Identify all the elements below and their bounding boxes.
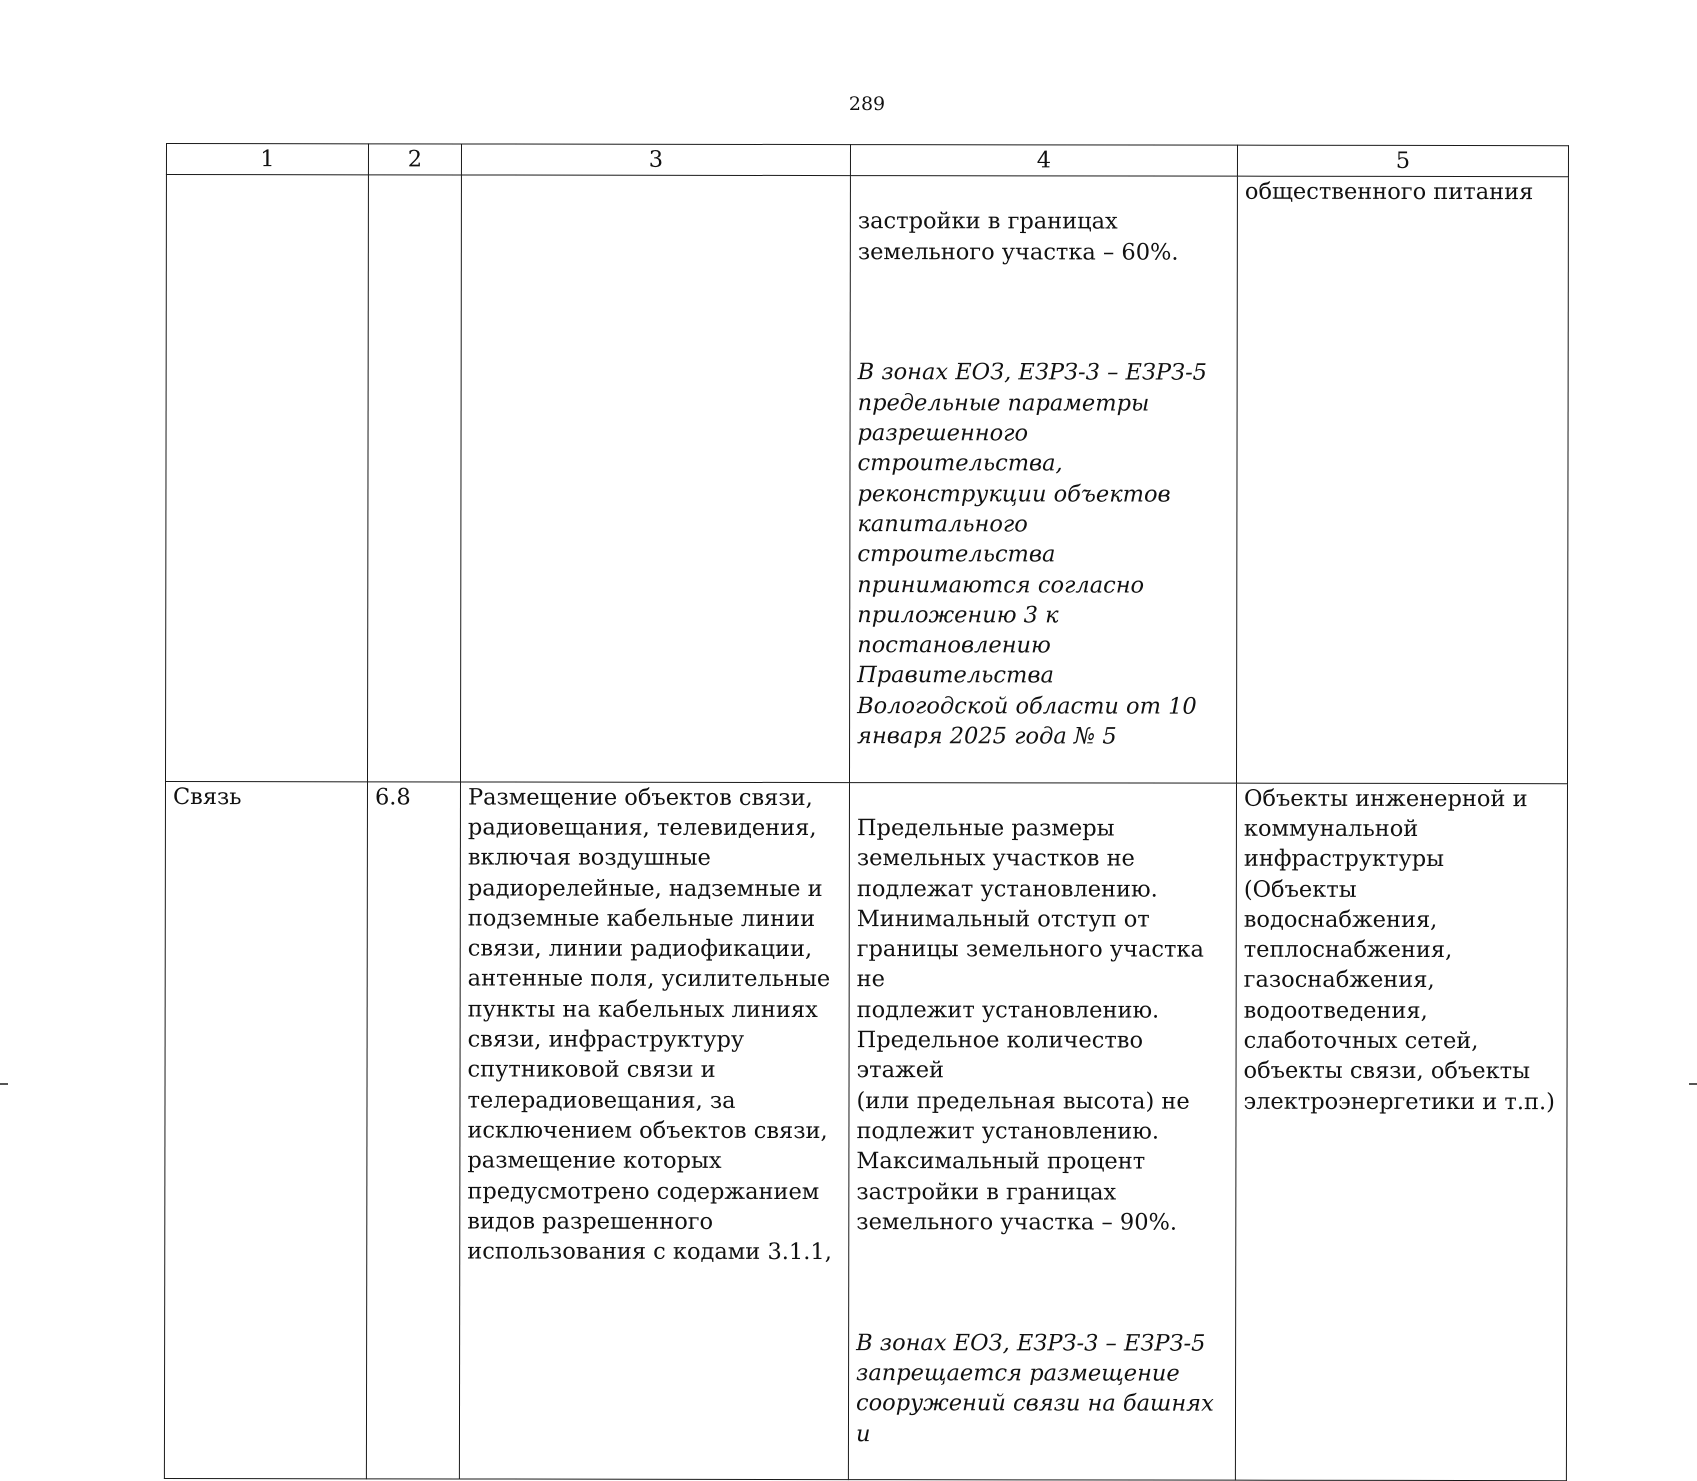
cell-use-code: 6.8 (366, 781, 460, 1479)
right-edge-mark (1689, 1083, 1697, 1085)
cell-use-description (460, 175, 850, 782)
cell-parameters (848, 782, 1236, 1480)
cell-use-code (367, 175, 461, 782)
table-row-svyaz (164, 781, 1567, 1481)
cell-use-name: Связь (164, 781, 367, 1479)
cell-use-description: Размещение объектов связи, радиовещания, телевидения, включая воздушные радиорелейные, надземные и подземные кабельные линии связи, линии радиофикации, антенные поля, усилительные пункты на кабельных линиях связи, инфраструктуру спутниковой связи и телерадиовещания, за исключением объектов связи, размещение которых предусмотрено содержанием видов разрешенного использования с кодами 3.1.1, (459, 782, 849, 1480)
parameters-text: застройки в границах земельного участка – 60%. (857, 208, 1179, 266)
header-cell-2: 2 (368, 144, 461, 175)
cell-auxiliary-uses: Объекты инженерной и коммунальной инфраструктуры (Объекты водоснабжения, теплоснабжения, газоснабжения, водоотведения, слаботочных сетей, объекты связи, объекты электроэнергетики и т.п.) (1235, 783, 1567, 1481)
zone-restrictions-text: В зонах ЕОЗ, ЕЗРЗ-3 – ЕЗРЗ-5 предельные параметры разрешенного строительства, реконструкции объектов капитального строительства принимаются согласно приложению 3 к постановлению Правительства Вологодской области от 10 января 2025 года № 5 (857, 359, 1208, 750)
left-edge-mark (0, 1083, 8, 1085)
header-cell-1: 1 (166, 144, 368, 175)
zone-restrictions-text: В зонах ЕОЗ, ЕЗРЗ-3 – ЕЗРЗ-5 запрещается размещение сооружений связи на башнях и (855, 1329, 1214, 1447)
regulation-table (164, 143, 1569, 1481)
cell-parameters (849, 176, 1237, 783)
cell-auxiliary-uses: общественного питания (1236, 176, 1568, 783)
parameters-text: Предельные размеры земельных участков не подлежат установлению. Минимальный отступ от границы земельного участка не подлежит установлению. Предельное количество этажей (или предельная высота) не подлежит установлению. Максимальный процент застройки в границах земельного участка – 90%. (856, 815, 1204, 1236)
table-row-continued (165, 175, 1568, 784)
header-cell-3: 3 (461, 144, 850, 176)
cell-use-name (165, 175, 368, 782)
header-cell-4: 4 (850, 145, 1237, 177)
header-cell-5: 5 (1237, 145, 1568, 177)
table-header-row (166, 144, 1568, 177)
page-number: 289 (848, 93, 886, 115)
